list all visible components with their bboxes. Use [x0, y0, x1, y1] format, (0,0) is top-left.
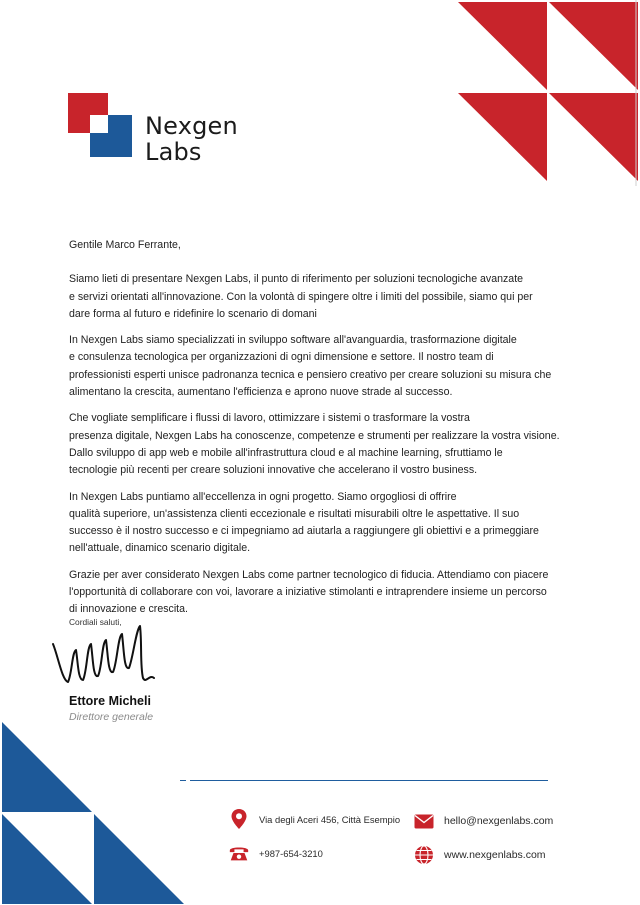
footer-decoration: [0, 720, 186, 905]
signer-role: Direttore generale: [69, 711, 154, 723]
contact-email[interactable]: [413, 810, 553, 832]
contact-phone: [228, 842, 323, 864]
contact-website[interactable]: [413, 844, 546, 866]
logo-text-line1: Nexgen: [145, 112, 238, 140]
phone-icon: [228, 842, 250, 864]
paragraph-specialization: In Nexgen Labs siamo specializzati in sviluppo software all'avanguardia, trasformazione digitale e consulenza tecnologica per organizzazioni di ogni dimensione e settore. Il nostro team di professionisti esperti unisce padronanza tecnica e pensiero creativo per creare soluzioni su misura che alimentano la crescita, aumentano l'efficienza e aprono nuove strade al successo.: [69, 334, 552, 399]
letter-body: [69, 237, 599, 628]
closing: Cordiali saluti,: [69, 617, 122, 627]
paragraph-thanks: Grazie per aver considerato Nexgen Labs come partner tecnologico di fiducia. Attendiamo con piacere l'opportunità di collaborare con voi, lavorare a iniziative stimolanti e intraprendere insieme un percorso di innovazione e crescita.: [69, 568, 549, 616]
header-decoration: [455, 0, 640, 190]
logo-wordmark: [145, 113, 238, 165]
company-logo: [68, 93, 268, 166]
globe-icon: [413, 844, 435, 866]
address-text: Via degli Aceri 456, Città Esempio: [259, 813, 401, 825]
footer-divider-dash: [180, 780, 186, 781]
greeting: Gentile Marco Ferrante,: [69, 239, 181, 251]
logo-text-line2: Labs: [145, 138, 202, 166]
paragraph-excellence: In Nexgen Labs puntiamo all'eccellenza in ogni progetto. Siamo orgogliosi di offrire qualità superiore, un'assistenza clienti eccezionale e risultati misurabili oltre le aspettative. Il suo successo è il nostro successo e ci impegniamo ad aiutarla a raggiungere gli obiettivi e a primeggiare nell'attuale, dinamico scenario digitale.: [69, 490, 539, 555]
handwritten-signature: [50, 622, 160, 688]
website-link[interactable]: www.nexgenlabs.com: [444, 849, 546, 861]
contact-address: [228, 808, 400, 830]
paragraph-intro: Siamo lieti di presentare Nexgen Labs, il punto di riferimento per soluzioni tecnologiche avanzate e servizi orientati all'innovazione. Con la volontà di spingere oltre i limiti del possibile, siamo qui per dare forma al futuro e ridefinire lo scenario di domani: [69, 273, 533, 320]
logo-mark-icon: [68, 93, 132, 157]
footer-divider: [190, 780, 548, 781]
location-pin-icon: [228, 808, 250, 830]
phone-text: +987-654-3210: [259, 847, 323, 859]
paragraph-services: Che vogliate semplificare i flussi di lavoro, ottimizzare i sistemi o trasformare la vostra presenza digitale, Nexgen Labs ha conoscenze, competenze e strumenti per realizzare la vostra visione. Dallo sviluppo di app web e mobile all'infrastruttura cloud e al machine learning, sfruttiamo le tecnologie più recenti per creare soluzioni innovative che accelerano il vostro business.: [69, 412, 560, 477]
email-link[interactable]: hello@nexgenlabs.com: [444, 815, 554, 827]
signer-name: Ettore Micheli: [69, 694, 151, 708]
email-icon: [413, 810, 435, 832]
